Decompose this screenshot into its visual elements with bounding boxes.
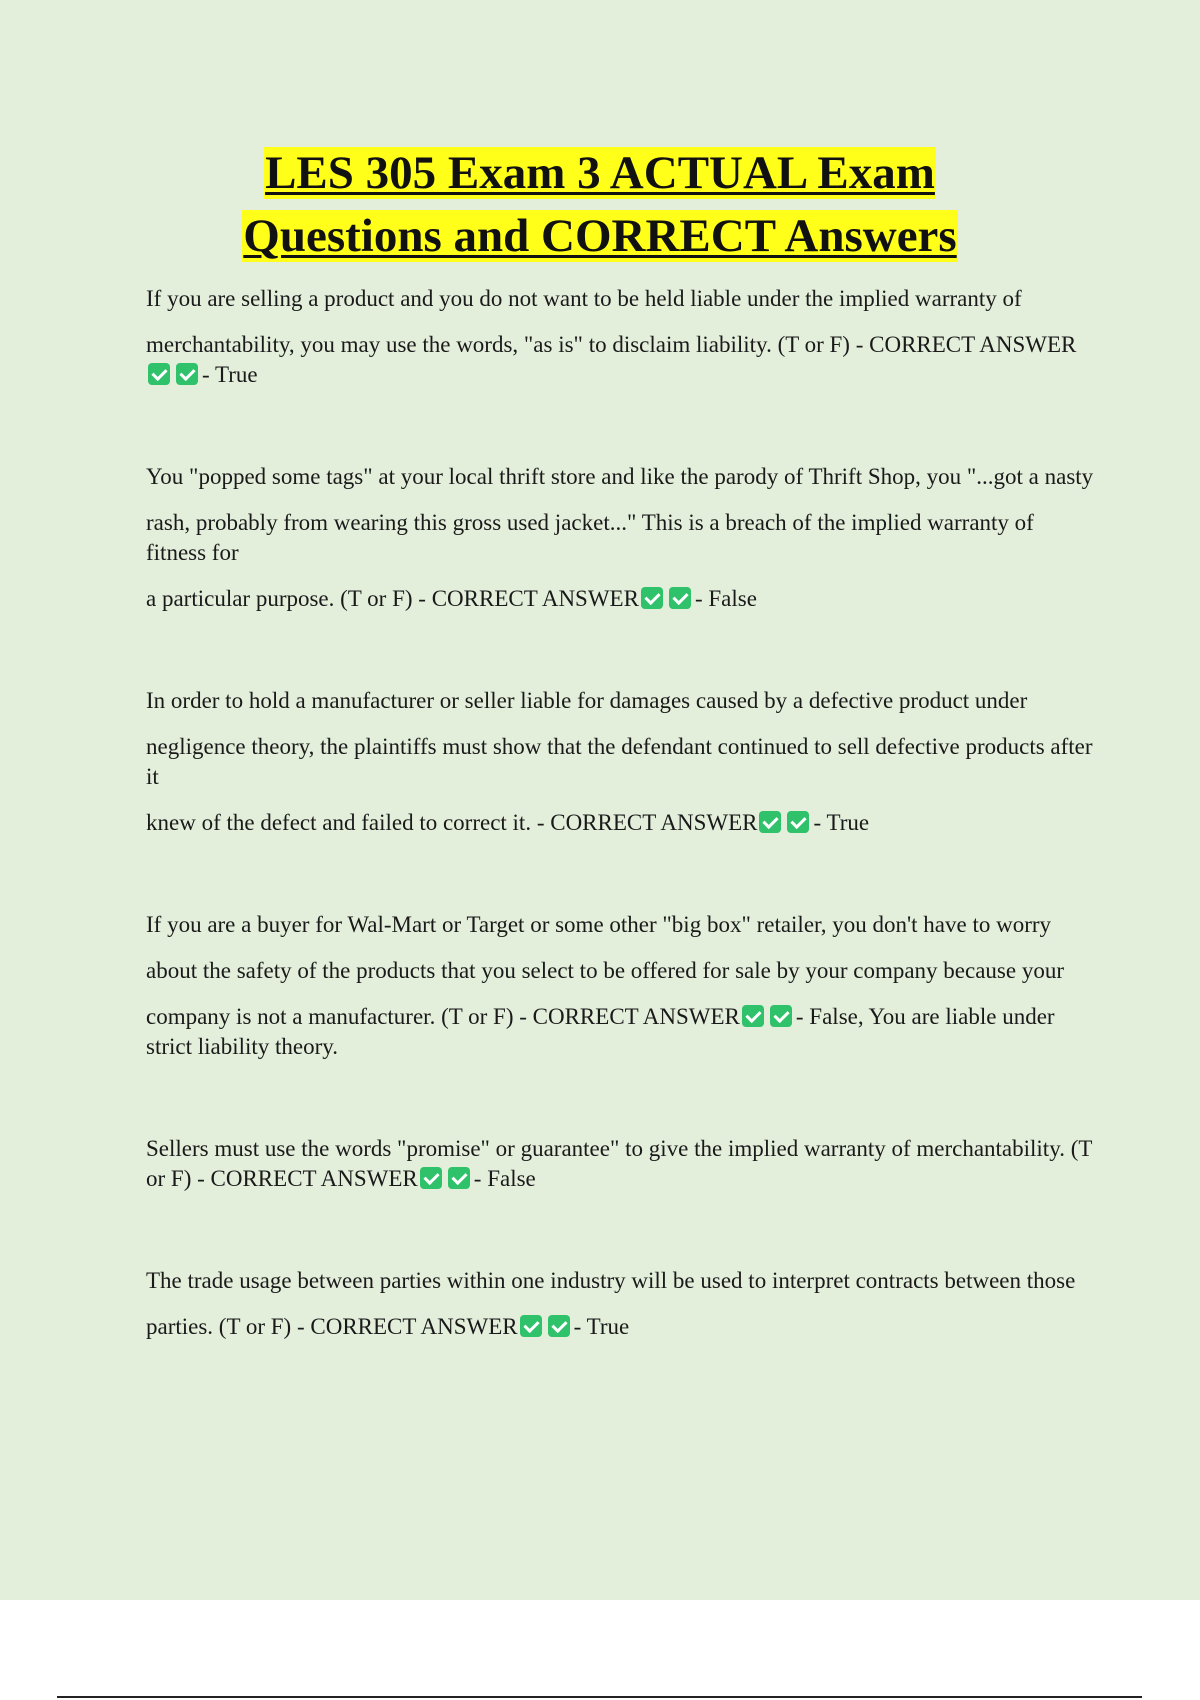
question-text: knew of the defect and failed to correct it. - CORRECT ANSWER (146, 810, 758, 835)
question-line: You "popped some tags" at your local thrift store and like the parody of Thrift Shop, you "...got a nasty (146, 464, 1094, 489)
question-line: rash, probably from wearing this gross used jacket..." This is a breach of the implied warranty of fitness for (146, 510, 1034, 565)
question-line: In order to hold a manufacturer or seller liable for damages caused by a defective product under (146, 688, 1028, 713)
question-line: about the safety of the products that you select to be offered for sale by your company because your (146, 958, 1064, 983)
question-line: If you are a buyer for Wal-Mart or Target or some other "big box" retailer, you don't have to worry (146, 912, 1052, 937)
question-line (146, 1134, 1096, 1194)
answer-text: - False (473, 1166, 536, 1191)
qa-list (146, 284, 1096, 1414)
qa-item (146, 910, 1096, 1062)
check-mark-icon (669, 587, 691, 609)
check-mark-icon (787, 811, 809, 833)
check-mark-icon (548, 1315, 570, 1337)
question-line (146, 1002, 1096, 1062)
question-line (146, 808, 1096, 838)
answer-text: - True (573, 1314, 630, 1339)
title-line-1: LES 305 Exam 3 ACTUAL Exam (265, 147, 935, 199)
question-text: a particular purpose. (T or F) - CORRECT ANSWER (146, 586, 639, 611)
answer-text: - True (813, 810, 870, 835)
question-line: If you are selling a product and you do not want to be held liable under the implied warranty of (146, 286, 1022, 311)
question-line (146, 584, 1096, 614)
question-text: company is not a manufacturer. (T or F) - CORRECT ANSWER (146, 1004, 740, 1029)
title-line-2: Questions and CORRECT Answers (243, 210, 957, 262)
qa-item (146, 462, 1096, 614)
question-line (146, 1312, 1096, 1342)
check-mark-icon (420, 1167, 442, 1189)
qa-item (146, 284, 1096, 390)
question-line (146, 330, 1096, 390)
question-text: Sellers must use the words "promise" or guarantee" to give the implied warranty of merchantability. (T or F) - CORRECT ANSWER (146, 1136, 1092, 1191)
check-mark-icon (448, 1167, 470, 1189)
footer-divider (57, 1696, 1142, 1698)
qa-item (146, 686, 1096, 838)
answer-text: - False, You are liable under strict liability theory. (146, 1004, 1055, 1059)
question-line: The trade usage between parties within one industry will be used to interpret contracts between those (146, 1268, 1076, 1293)
qa-item (146, 1266, 1096, 1342)
document-title (0, 142, 1200, 268)
check-mark-icon (770, 1005, 792, 1027)
check-mark-icon (148, 363, 170, 385)
question-text: parties. (T or F) - CORRECT ANSWER (146, 1314, 518, 1339)
question-text: merchantability, you may use the words, "as is" to disclaim liability. (T or F) - CORRECT ANSWER (146, 332, 1077, 357)
check-mark-icon (520, 1315, 542, 1337)
question-line: negligence theory, the plaintiffs must show that the defendant continued to sell defective products after it (146, 734, 1093, 789)
answer-text: - True (202, 362, 258, 387)
check-mark-icon (742, 1005, 764, 1027)
qa-item (146, 1134, 1096, 1194)
check-mark-icon (759, 811, 781, 833)
check-mark-icon (641, 587, 663, 609)
answer-text: - False (694, 586, 757, 611)
check-mark-icon (176, 363, 198, 385)
